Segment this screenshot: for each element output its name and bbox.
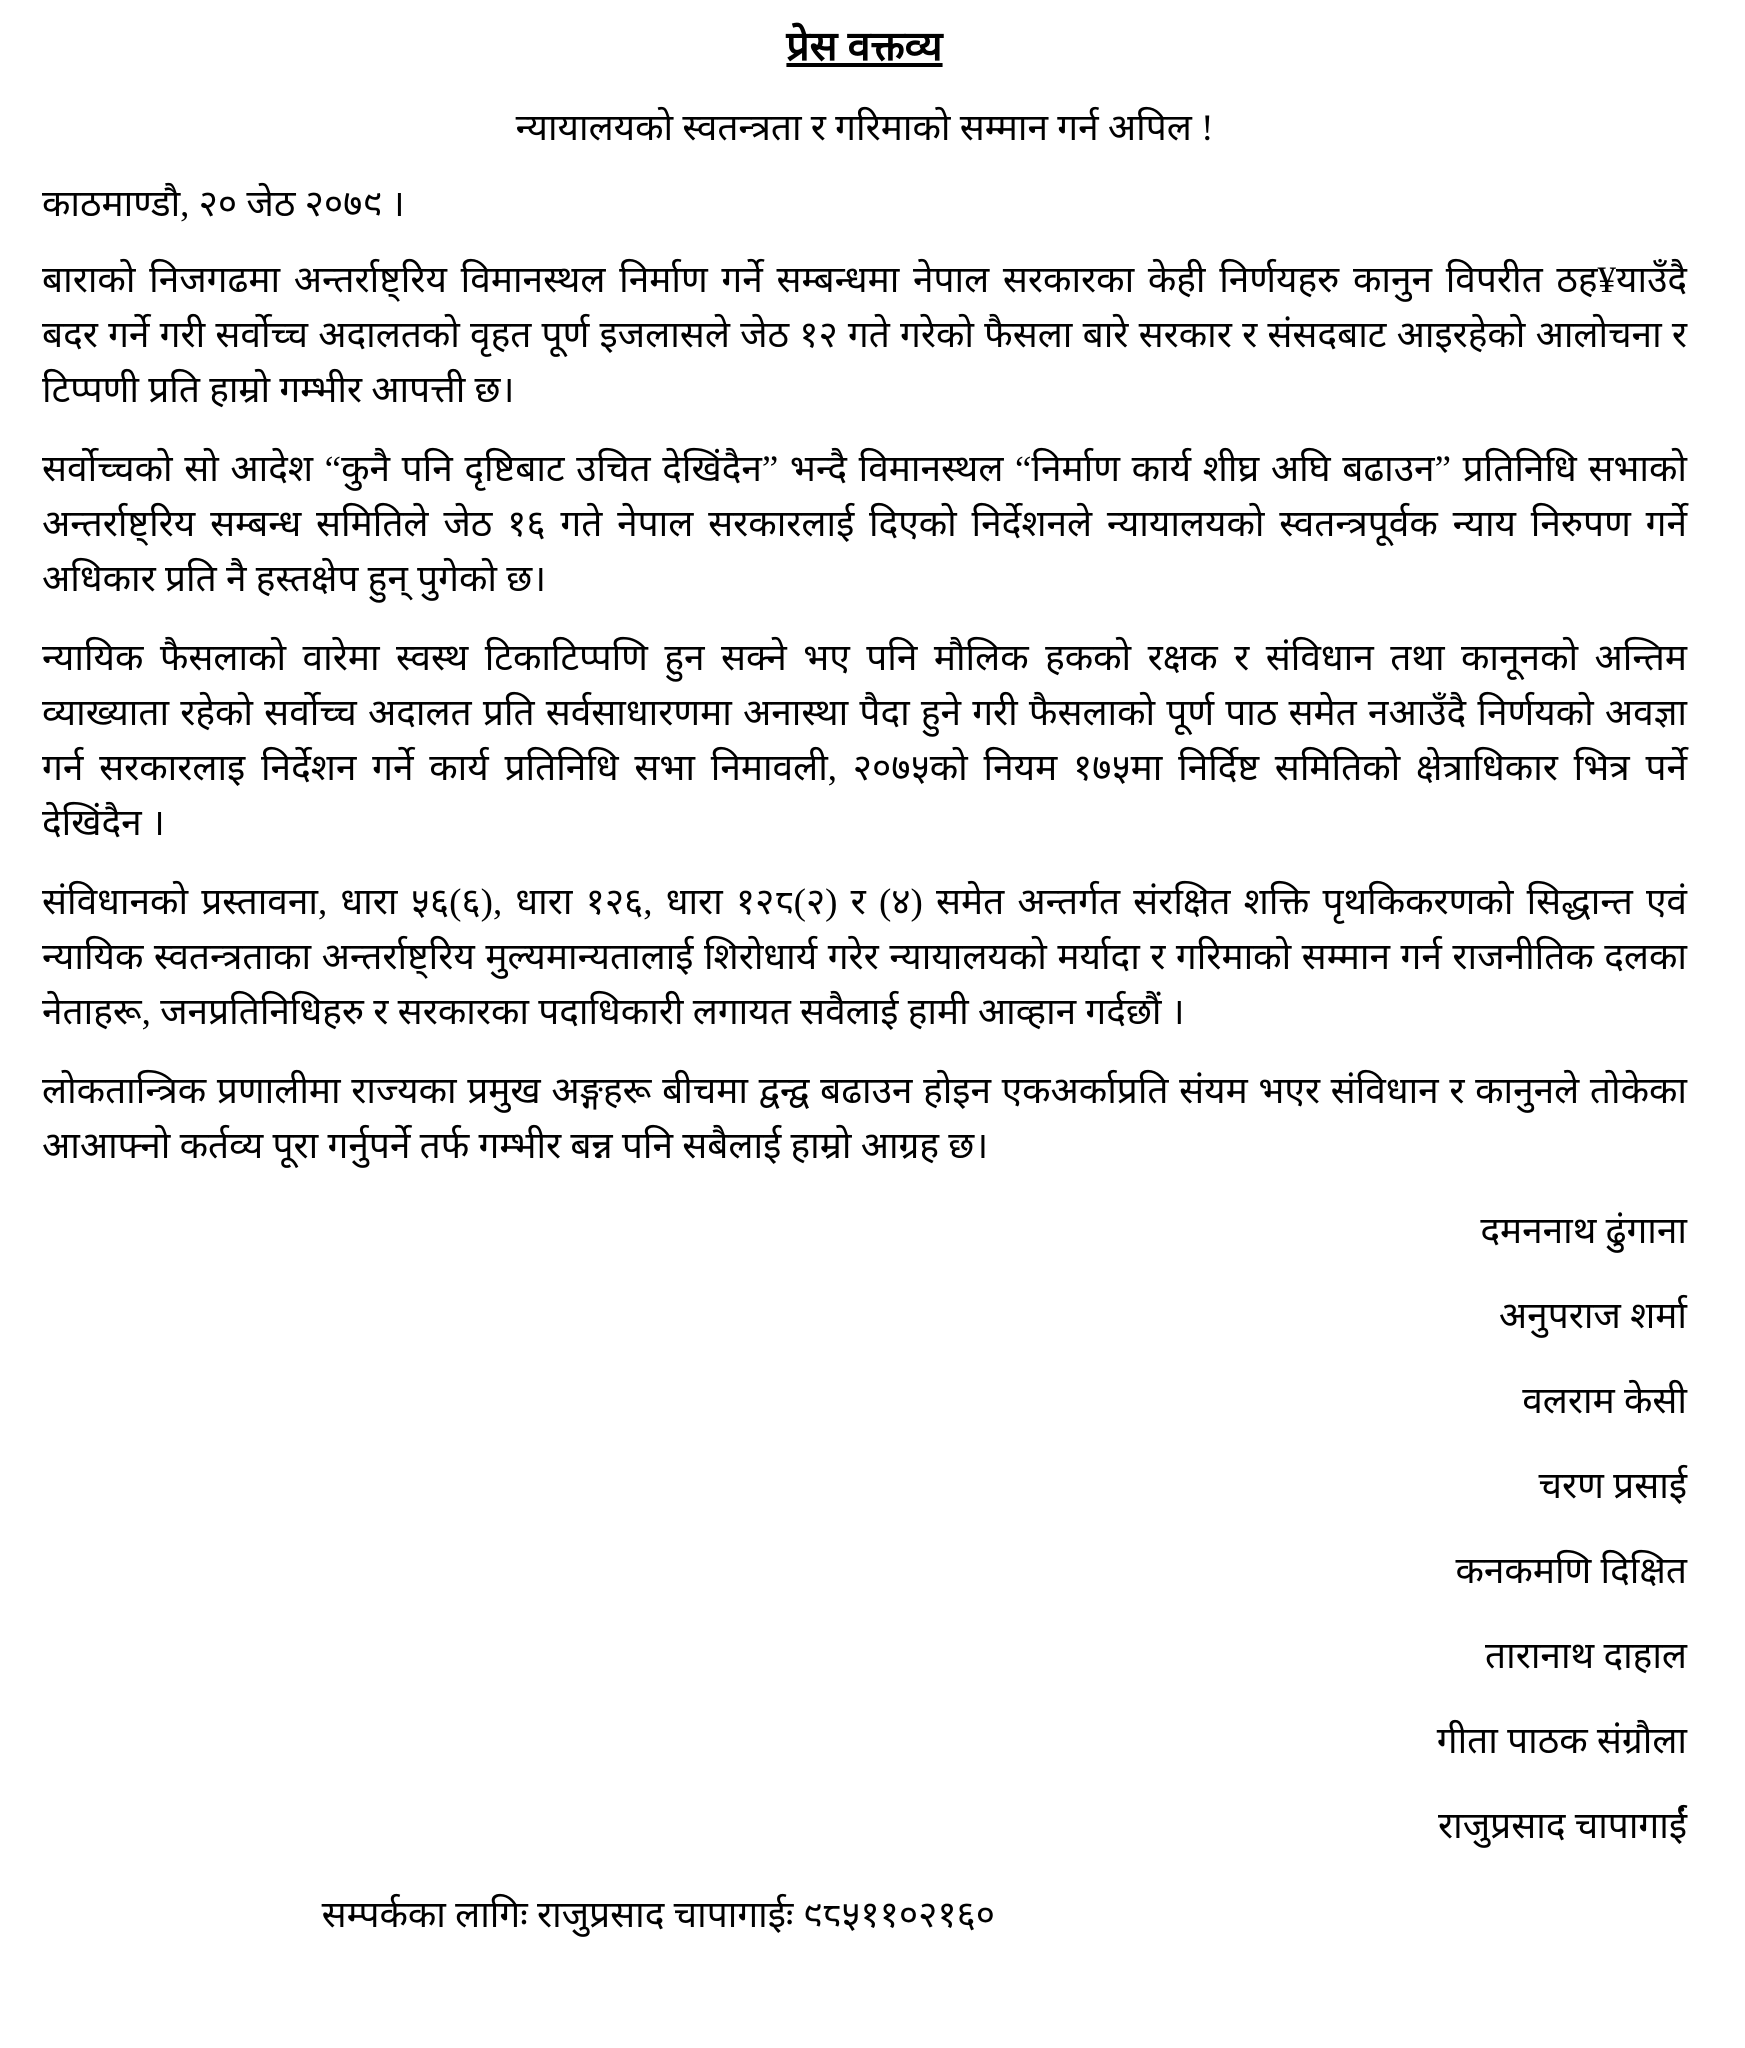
signatory-name-8: राजुप्रसाद चापागाईं bbox=[1438, 1806, 1687, 1848]
signatory-name-6: तारानाथ दाहाल bbox=[1485, 1636, 1687, 1678]
signatory-name-3: वलराम केसी bbox=[1522, 1381, 1687, 1423]
signatory-name-7: गीता पाठक संग्रौला bbox=[1436, 1721, 1687, 1763]
signatory-list bbox=[42, 1204, 1687, 1854]
paragraph-4: संविधानको प्रस्तावना, धारा ५६(६), धारा १२६, धारा १२८(२) र (४) समेत अन्तर्गत संरक्षित शक्ति पृथकिकरणको सिद्धान्त एवं न्यायिक स्वतन्त्रताका अन्तर्राष्ट्रिय मुल्यमान्यतालाई शिरोधार्य गरेर न्यायालयको मर्यादा र गरिमाको सम्मान गर्न राजनीतिक दलका नेताहरू, जनप्रतिनिधिहरु र सरकारका पदाधिकारी लगायत सवैलाई हामी आव्हान गर्दछौं । bbox=[42, 882, 1687, 1034]
signatory-name-2: अनुपराज शर्मा bbox=[1498, 1296, 1687, 1338]
paragraph-2: सर्वोच्चको सो आदेश “कुनै पनि दृष्टिबाट उचित देखिंदैन” भन्दै विमानस्थल “निर्माण कार्य शीघ्र अघि बढाउन” प्रतिनिधि सभाको अन्तर्राष्ट्रिय सम्बन्ध समितिले जेठ १६ गते नेपाल सरकारलाई दिएको निर्देशनले न्यायालयको स्वतन्त्रपूर्वक न्याय निरुपण गर्ने अधिकार प्रति नै हस्तक्षेप हुन् पुगेको छ। bbox=[42, 449, 1687, 601]
appeal-subtitle: न्यायालयको स्वतन्त्रता र गरिमाको सम्मान गर्न अपिल ! bbox=[515, 108, 1214, 150]
paragraph-1: बाराको निजगढमा अन्तर्राष्ट्रिय विमानस्थल निर्माण गर्ने सम्बन्धमा नेपाल सरकारका केही निर्णयहरु कानुन विपरीत ठह¥याउँदै बदर गर्ने गरी सर्वोच्च अदालतको वृहत पूर्ण इजलासले जेठ १२ गते गरेको फैसला बारे सरकार र संसदबाट आइरहेको आलोचना र टिप्पणी प्रति हाम्रो गम्भीर आपत्ती छ। bbox=[42, 260, 1688, 412]
signatory-name-4: चरण प्रसाई bbox=[1538, 1466, 1687, 1508]
contact-line: सम्पर्कका लागिः राजुप्रसाद चापागाईः ९८५११०२१६० bbox=[321, 1895, 996, 1937]
dateline: काठमाण्डौ, २० जेठ २०७९ । bbox=[42, 184, 405, 226]
signatory-name-1: दमननाथ ढुंगाना bbox=[1480, 1211, 1687, 1253]
paragraph-3: न्यायिक फैसलाको वारेमा स्वस्थ टिकाटिप्पणि हुन सक्ने भए पनि मौलिक हकको रक्षक र संविधान तथा कानूनको अन्तिम व्याख्याता रहेको सर्वोच्च अदालत प्रति सर्वसाधारणमा अनास्था पैदा हुने गरी फैसलाको पूर्ण पाठ समेत नआउँदै निर्णयको अवज्ञा गर्न सरकारलाइ निर्देशन गर्ने कार्य प्रतिनिधि सभा निमावली, २०७५को नियम १७५मा निर्दिष्ट समितिको क्षेत्राधिकार भित्र पर्ने देखिंदैन । bbox=[42, 638, 1687, 845]
paragraph-5: लोकतान्त्रिक प्रणालीमा राज्यका प्रमुख अङ्गहरू बीचमा द्वन्द्व बढाउन होइन एकअर्काप्रति संयम भएर संविधान र कानुनले तोकेका आआफ्नो कर्तव्य पूरा गर्नुपर्ने तर्फ गम्भीर बन्न पनि सबैलाई हाम्रो आग्रह छ। bbox=[42, 1071, 1687, 1168]
page-title: प्रेस वक्तव्य bbox=[786, 23, 943, 69]
signatory-name-5: कनकमणि दिक्षित bbox=[1455, 1551, 1687, 1593]
